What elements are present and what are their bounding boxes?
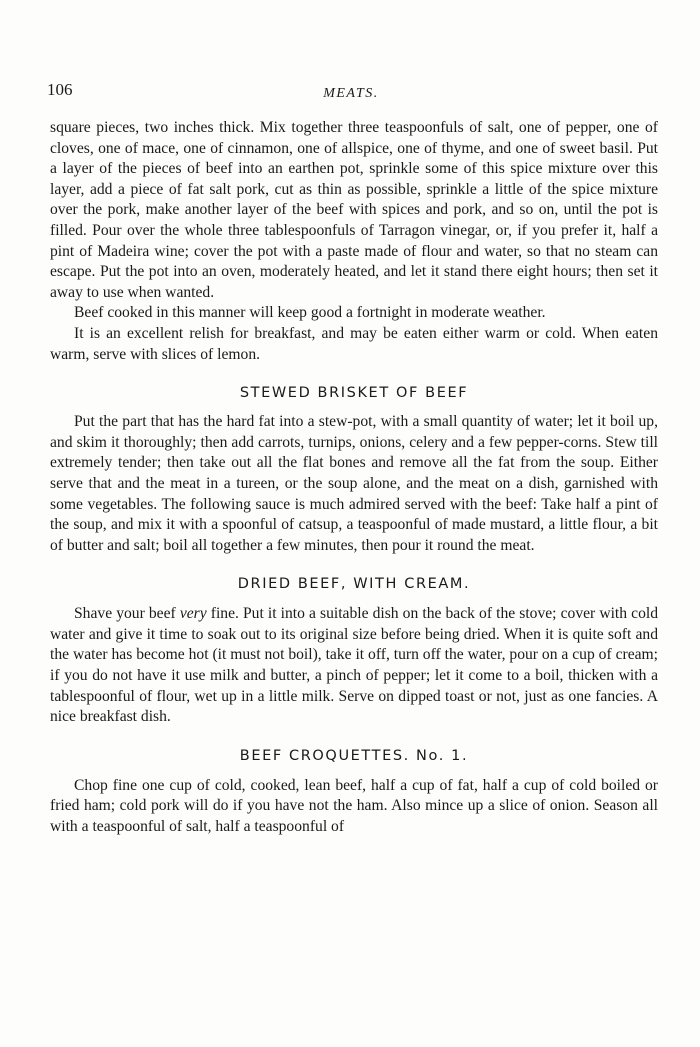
paragraph: Chop fine one cup of cold, cooked, lean beef, half a cup of fat, half a cup of cold boiled or fried ham; cold pork will do if you have not the ham. Also mince up a slice of onion. Season all with a teaspoonful of salt, half a teaspoonful of [50,776,658,836]
paragraph: square pieces, two inches thick. Mix together three teaspoonfuls of salt, one of pepper, one of cloves, one of mace, one of cinnamon, one of allspice, one of thyme, and one of sweet basil. Put a layer of the pieces of beef into an earthen pot, sprinkle some of this spice mixture over this layer, add a piece of fat salt pork, cut as thin as possible, sprinkle a little of the spice mixture over the pork, make another layer of the beef with spices and pork, and so on, until the pot is filled. Pour over the whole three tablespoonfuls of Tarragon vinegar, or, if you prefer it, half a pint of Madeira wine; cover the pot with a paste made of flour and water, so that no steam can escape. Put the pot into an oven, moderately heated, and let it stand there eight hours; then set it away to use when wanted. [50,119,658,301]
page-header [47,80,655,110]
emphasis-text: very [179,605,207,623]
paragraph-text: fine. Put it into a suitable dish on the back of the stove; cover with cold water and give it time to soak out to its original size before being dried. When it is quite soft and the water has become hot (it must not boil), take it off, turn off the water, pour on a cup of cream; if you do not have it use milk and butter, a pinch of pepper; let it come to a boil, thicken with a tablespoonful of flour, wet up in a little milk. Serve on dipped toast or not, just as one fancies. A nice breakfast dish. [50,605,658,726]
section-heading: DRIED BEEF, WITH CREAM. [237,576,471,593]
page-body [50,118,658,838]
paragraph: Beef cooked in this manner will keep good a fortnight in moderate weather. [74,304,546,322]
paragraph-text: Shave your beef [74,605,180,623]
running-head: MEATS. [323,86,379,101]
section-heading: STEWED BRISKET OF BEEF [239,385,469,402]
page-number: 106 [47,80,73,99]
paragraph: Put the part that has the hard fat into a stew-pot, with a small quantity of water; let it boil up, and skim it thoroughly; then add carrots, turnips, onions, celery and a few pepper-corns. Stew till extremely tender; then take out all the flat bones and remove all the fat from the soup. Either serve that and the meat in a tureen, or the soup alone, and the meat on a dish, garnished with some vegetables. The following sauce is much admired served with the beef: Take half a pint of the soup, and mix it with a spoonful of catsup, a teaspoonful of made mustard, a little flour, a bit of butter and salt; boil all together a few minutes, then pour it round the meat. [50,413,658,554]
paragraph: It is an excellent relish for breakfast, and may be eaten either warm or cold. When eaten warm, serve with slices of lemon. [50,324,658,363]
paragraph [50,604,658,728]
section-heading: BEEF CROQUETTES. No. 1. [239,747,469,764]
